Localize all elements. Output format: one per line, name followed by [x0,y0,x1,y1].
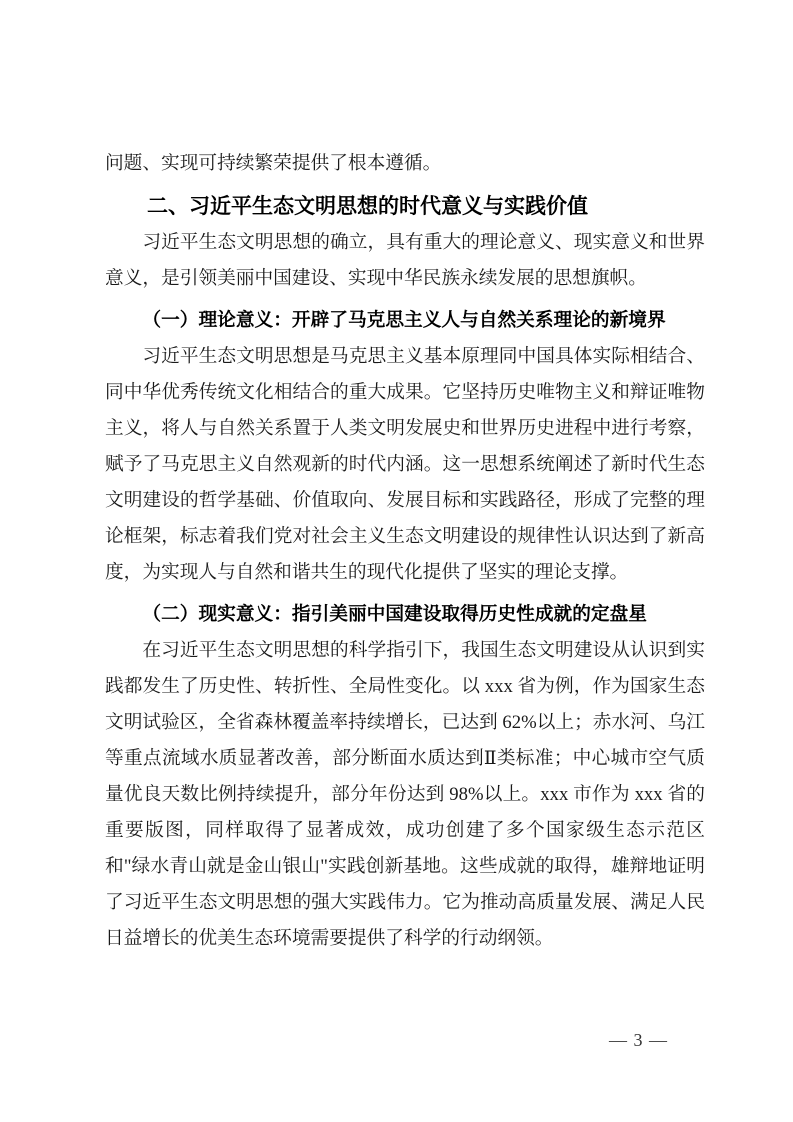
section-heading: 二、习近平生态文明思想的时代意义与实践价值 [147,195,588,218]
subsection-heading-theory: （一）理论意义：开辟了马克思主义人与自然关系理论的新境界 [142,310,666,331]
paragraph: 在习近平生态文明思想的科学指引下，我国生态文明建设从认识到实践都发生了历史性、转折性、全局性变化。以 xxx 省为例，作为国家生态文明试验区，全省森林覆盖率持续增长，已达到 62%以上；赤水河、乌江等重点流域水质显著改善，部分断面水质达到Ⅱ类标准；中心城市空气质量优良天数比例持续提升，部分年份达到 98%以上。xxx 市作为 xxx 省的重要版图，同样取得了显著成效，成功创建了多个国家级生态示范区和"绿水青山就是金山银山"实践创新基地。这些成就的取得，雄辩地证明了习近平生态文明思想的强大实践伟力。它为推动高质量发展、满足人民日益增长的优美生态环境需要提供了科学的行动纲领。 [105,640,705,949]
paragraph-continuation: 问题、实现可持续繁荣提供了根本遵循。 [105,153,442,174]
page-footer [0,1030,793,1051]
page-number: — 3 — [609,1030,668,1050]
paragraph: 习近平生态文明思想是马克思主义基本原理同中国具体实际相结合、同中华优秀传统文化相结合的重大成果。它坚持历史唯物主义和辩证唯物主义，将人与自然关系置于人类文明发展史和世界历史进程中进行考察，赋予了马克思主义自然观新的时代内涵。这一思想系统阐述了新时代生态文明建设的哲学基础、价值取向、发展目标和实践路径，形成了完整的理论框架，标志着我们党对社会主义生态文明建设的规律性认识达到了新高度，为实现人与自然和谐共生的现代化提供了坚实的理论支撑。 [105,346,705,583]
paragraph: 习近平生态文明思想的确立，具有重大的理论意义、现实意义和世界意义，是引领美丽中国建设、实现中华民族永续发展的思想旗帜。 [105,232,705,289]
document-body [105,146,705,957]
subsection-heading-practice: （二）现实意义：指引美丽中国建设取得历史性成就的定盘星 [142,604,647,625]
